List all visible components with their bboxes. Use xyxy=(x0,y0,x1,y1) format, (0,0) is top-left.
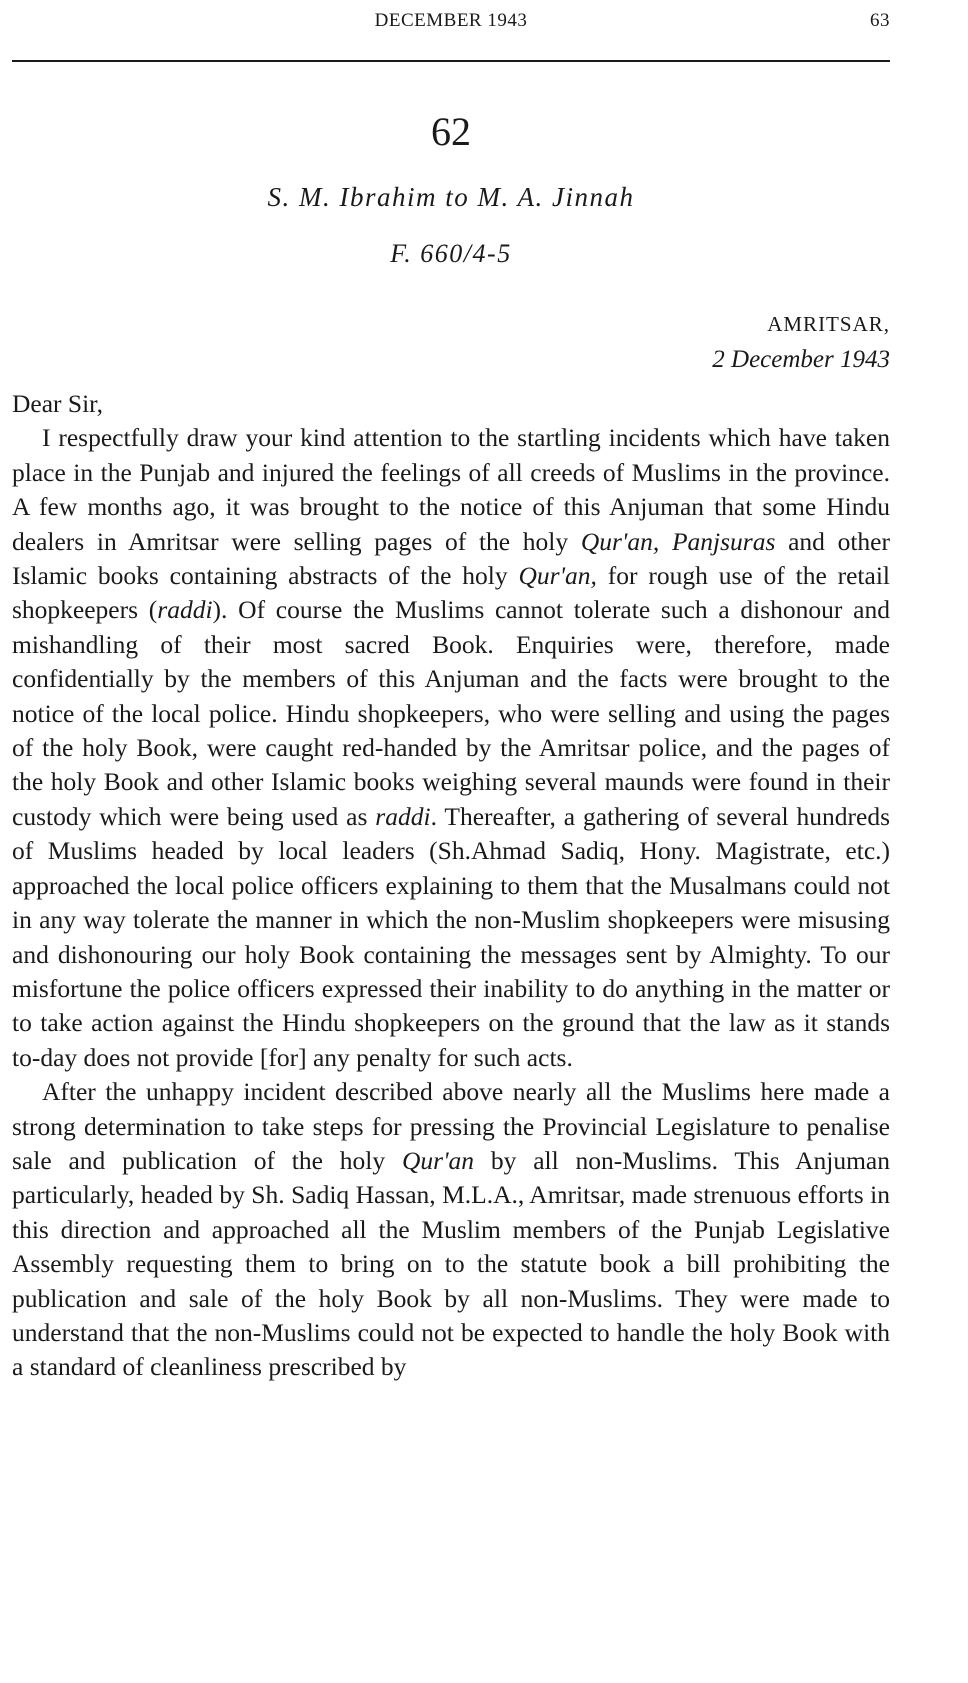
paragraph-1-text: I respectfully draw your kind attention to the startling incidents which have taken place in the Punjab and injured the feelings of all creeds of Muslims in the province. A few months ago, it was brought to the notice of this Anjuman that some Hindu dealers in Amritsar were selling pages of the holy xyxy=(12,423,890,556)
italic-term: Qur'an, Panjsuras xyxy=(580,526,776,556)
running-head xyxy=(12,10,890,40)
letter-place: AMRITSAR, xyxy=(767,312,890,336)
paragraph-1-text: and other Islamic books containing abstracts of the holy xyxy=(12,526,890,591)
paragraph-2 xyxy=(12,1075,890,1385)
paragraph-1-text: for rough use of the retail shopkeepers ( xyxy=(12,561,890,625)
file-reference: F. 660/4-5 xyxy=(390,239,512,268)
italic-term: raddi xyxy=(375,801,431,831)
document-heading: S. M. Ibrahim to M. A. Jinnah xyxy=(267,182,635,212)
paragraph-1-text: . Thereafter, a gathering of several hundreds of Muslims headed by local leaders (Sh.Ahmad Sadiq, Hony. Magistrate, etc.) approached the local police officers explaining to them that the Musalmans could not in any way tolerate the manner in which the non-Muslim shopkeepers were misusing and dishonouring our holy Book containing the messages sent by Almighty. To our misfortune the police officers expressed their inability to do anything in the matter or to take action against the Hindu shopkeepers on the ground that the law as it stands to-day does not provide [for] any penalty for such acts. xyxy=(12,801,890,1072)
paragraph-2-text: by all non-Muslims. This Anjuman particularly, headed by Sh. Sadiq Hassan, M.L.A., Amritsar, made strenuous efforts in this direction and approached all the Muslim members of the Punjab Legislative Assembly requesting them to bring on to the statute book a bill prohibiting the publication and sale of the holy Book by all non-Muslims. They were made to understand that the non-Muslims could not be expected to handle the holy Book with a standard of cleanliness prescribed by xyxy=(12,1145,890,1382)
italic-term: Qur'an, xyxy=(518,561,597,591)
document-number: 62 xyxy=(431,109,471,154)
running-head-title: DECEMBER 1943 xyxy=(374,10,528,31)
header-rule xyxy=(12,60,890,62)
paragraph-1 xyxy=(12,421,890,1075)
letter-date: 2 December 1943 xyxy=(712,346,890,373)
salutation: Dear Sir, xyxy=(12,389,104,418)
letter-body xyxy=(12,387,890,1385)
italic-term: raddi xyxy=(157,595,213,625)
page-number: 63 xyxy=(870,10,890,31)
paragraph-1-text: ). Of course the Muslims cannot tolerate such a dishonour and mishandling of their most sacred Book. Enquiries were, therefore, made confidentially by the members of this Anjuman and the facts were brought to the notice of the local police. Hindu shopkeepers, who were selling and using the pages of the holy Book, were caught red-handed by the Amritsar police, and the pages of the holy Book and other Islamic books weighing several maunds were found in their custody which were being used as xyxy=(12,595,890,831)
paragraph-2-text: After the unhappy incident described above nearly all the Muslims here made a strong determination to take steps for pressing the Provincial Legislature to penalise sale and publication of the holy xyxy=(12,1077,890,1175)
italic-term: Qur'an xyxy=(401,1145,475,1175)
